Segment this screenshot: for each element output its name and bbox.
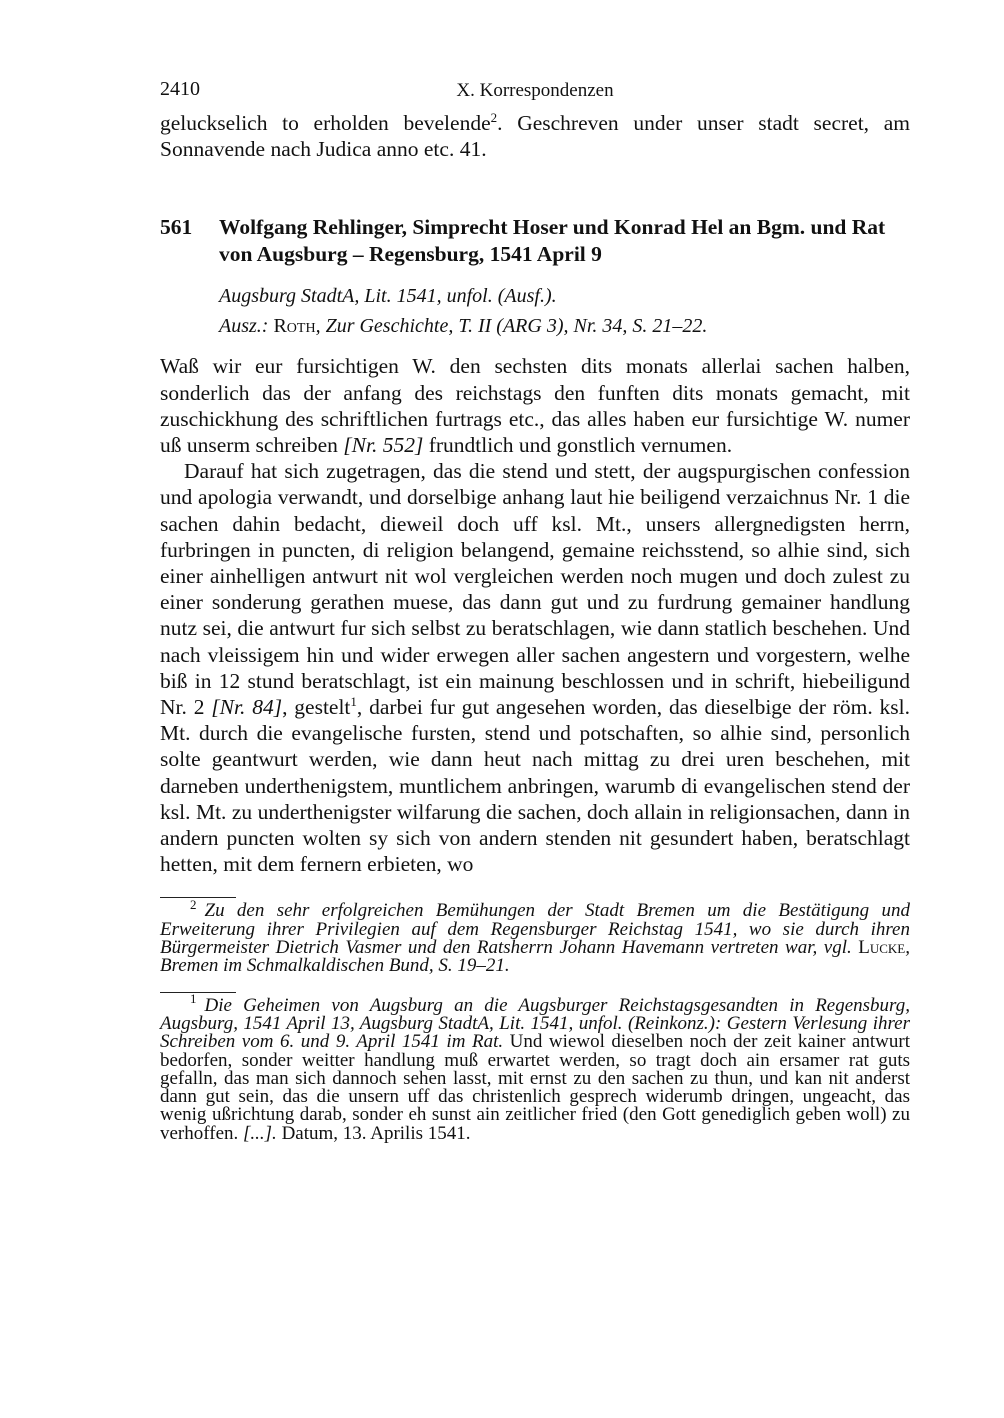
document-heading	[160, 214, 910, 267]
footnote-1-quote: Und wiewol dieselben noch der zeit kainer antwurt bedorfen, sonder weitter handlung muß erwartet werden, so tragt doch ain ersamer rat guts gefalln, das man sich dannoch sehen lasst, mit ernst zu den sachen zu thun, und kan nit anderst dann gut sein, das die unsern uff das christenlich gesprech widerumb dringen, ungeacht, das wenig ußrichtung darab, sonder eh sunst ain zeitlicher fried (den Gott genediglich geben woll) zu verhoffen.	[160, 1031, 910, 1144]
footnote-2-text: Zu den sehr erfolgreichen Bemühungen der Stadt Bremen um die Bestätigung und Erweiterung ihrer Privilegien auf dem Regensburger Reichstag 1541, wo sie durch ihren Bürgermeister Dietrich Vasmer und den Ratsherrn Johann Havemann vertreten war, vgl.	[160, 900, 910, 959]
paragraph-2	[160, 458, 910, 877]
source-archive: Augsburg StadtA, Lit. 1541, unfol. (Ausf.).	[219, 285, 557, 308]
page	[160, 78, 910, 1143]
footnote-1-date: Datum, 13. Aprilis 1541.	[276, 1122, 471, 1144]
source-notes	[219, 281, 910, 341]
continuation-text-end: . Geschreven under unser stadt secret, am Sonnavende nach Judica anno etc. 41.	[160, 111, 911, 162]
footnote-1-number: 1	[190, 991, 197, 1007]
source-excerpt-author: Roth	[273, 315, 316, 338]
footnote-ref-2[interactable]: 2	[490, 109, 498, 125]
footnote-2-number: 2	[190, 897, 197, 913]
paragraph-2-text: Darauf hat sich zugetragen, das die stend und stett, der augspurgischen confession und apologia verwandt, und dorselbige anhang laut hie beiligend verzaichnus Nr. 1 die sachen dahin bedacht, dieweil doch uff ksl. Mt., unsers allergnedigsten herrn, furbringen in puncten, di religion belangend, gemaine reichsstend, so alhie sind, sich einer ainhelligen antwurt nit wol vergleichen werden noch mugen und doch zulest zu einer sonderung gerathen muese, das dann gut und zu furdrung gemainer handlung nutz sei, die antwurt fur sich selbst zu beratschlagen, wie dann statlich beschehen. Und nach vleissigem hin und wider erwegen aller sachen angestern und vorgestern, welhe biß in 12 stund beratschlagt, ist ein mainung beschlossen und in schrift, hiebeiligund Nr. 2	[160, 459, 910, 720]
paragraph-1	[160, 353, 910, 458]
footnote-1	[160, 991, 910, 1144]
running-title: X. Korrespondenzen	[456, 80, 614, 101]
paragraph-1-text: Waß wir eur fursichtigen W. den sechsten dits monats allerlai sachen halben, sonderlich das der anfang des reichstags den funften dits monats gemacht, mit zuschickhung des schriftlichen furtrags etc., das alles haben eur fursichtige W. numer uß unserm schreiben	[160, 354, 910, 458]
source-excerpt-rest: , Zur Geschichte, T. II (ARG 3), Nr. 34, S. 21–22.	[315, 315, 708, 338]
cross-reference-552[interactable]: [Nr. 552]	[343, 433, 424, 458]
source-excerpt	[219, 311, 910, 341]
footnote-ref-1[interactable]: 1	[350, 693, 357, 709]
footnote-1-ellipsis: [...].	[243, 1122, 277, 1144]
footnote-2	[160, 897, 910, 977]
paragraph-2-text-mid: , gestelt	[282, 695, 351, 720]
paragraph-1-text-end: frundtlich und gonstlich vernumen.	[423, 433, 733, 458]
footnote-2-text-end: , Bremen im Schmalkaldischen Bund, S. 19–21.	[160, 937, 910, 977]
document-number: 561	[160, 215, 193, 240]
document-title: Wolfgang Rehlinger, Simprecht Hoser und Konrad Hel an Bgm. und Rat von Augsburg – Regensburg, 1541 April 9	[219, 215, 886, 266]
page-header	[160, 78, 910, 108]
cross-reference-84[interactable]: [Nr. 84]	[211, 695, 283, 720]
continuation-text: geluckselich to erholden bevelende	[160, 111, 491, 135]
page-number: 2410	[160, 78, 200, 100]
source-excerpt-prefix: Ausz.:	[219, 315, 274, 338]
paragraph-2-text-end: , darbei fur gut angesehen worden, das dieselbige der röm. ksl. Mt. durch die evangelische fursten, stend und potschaften, so alhie sind, personlich solte geantwurt werden, wie dann heut nach mittag zu drei uren beschehen, mit darneben underthenigstem, muntlichem anbringen, warumb di evangelischen stend der ksl. Mt. zu underthenigster wilfarung die sachen, doch allain in religionsachen, dann in andern puncten wolten sy sich von andern stenden nit gesundert haben, beratschlagt hetten, mit dem fernern erbieten, wo	[160, 695, 911, 877]
footnote-1-summary: Die Geheimen von Augsburg an die Augsburger Reichstagsgesandten in Regensburg, Augsburg, 1541 April 13, Augsburg StadtA, Lit. 1541, unfol. (Reinkonz.): Gestern Verlesung ihrer Schreiben vom 6. und 9. April 1541 im Rat.	[160, 994, 910, 1053]
footnote-2-author: Lucke	[858, 937, 906, 959]
continuation-paragraph	[160, 110, 910, 162]
